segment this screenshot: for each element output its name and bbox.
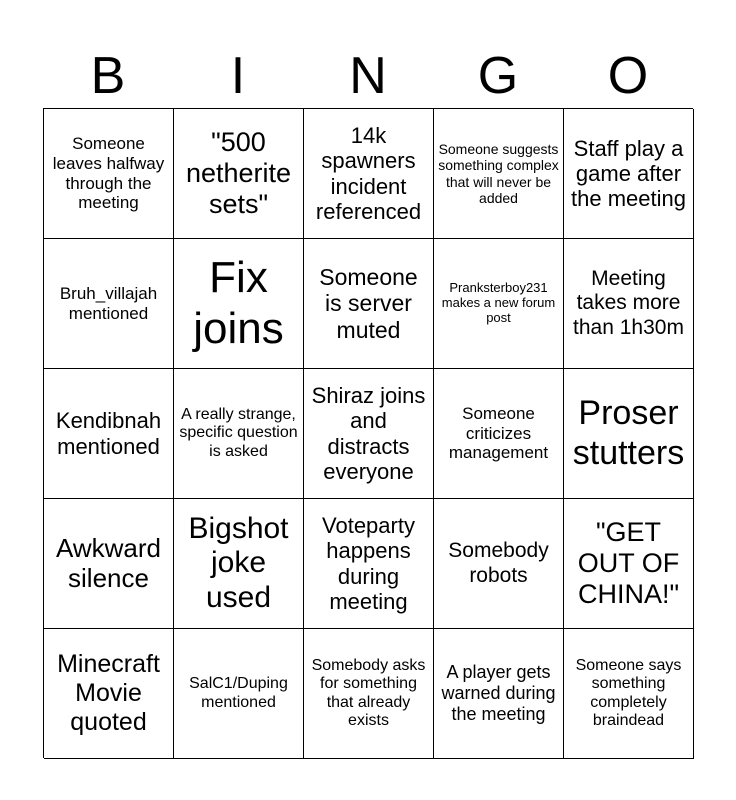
bingo-cell[interactable]: [174, 499, 304, 629]
bingo-cell[interactable]: [304, 629, 434, 759]
bingo-header: [43, 44, 693, 108]
bingo-cell[interactable]: [564, 369, 694, 499]
bingo-cell[interactable]: [174, 109, 304, 239]
cell-text: Fix joins: [193, 252, 284, 353]
cell-text: Bruh_villajah mentioned: [59, 283, 158, 323]
header-letter-i: I: [230, 47, 246, 105]
cell-text: A really strange, specific question is asked: [179, 405, 298, 460]
bingo-cell[interactable]: [174, 239, 304, 369]
bingo-cell[interactable]: [434, 499, 564, 629]
bingo-cell[interactable]: [304, 109, 434, 239]
bingo-cell[interactable]: [434, 369, 564, 499]
bingo-cell[interactable]: [564, 629, 694, 759]
bingo-cell[interactable]: [174, 629, 304, 759]
bingo-cell[interactable]: [174, 369, 304, 499]
bingo-cell[interactable]: [44, 369, 174, 499]
cell-text: Awkward silence: [55, 532, 161, 593]
bingo-cell[interactable]: [434, 109, 564, 239]
cell-text: Someone criticizes management: [448, 404, 549, 463]
bingo-cell[interactable]: [304, 499, 434, 629]
cell-text: "GET OUT OF CHINA!": [577, 516, 680, 610]
cell-text: Minecraft Movie quoted: [57, 650, 160, 736]
bingo-cell[interactable]: [564, 109, 694, 239]
cell-text: A player gets warned during the meeting: [441, 662, 556, 724]
cell-text: Pranksterboy231 makes a new forum post: [441, 280, 556, 325]
cell-text: "500 netherite sets": [185, 126, 292, 220]
cell-text: 14k spawners incident referenced: [315, 122, 422, 224]
bingo-cell[interactable]: [434, 629, 564, 759]
header-letter-b: B: [90, 47, 126, 105]
cell-text: Meeting takes more than 1h30m: [573, 267, 684, 339]
cell-text: Somebody robots: [448, 539, 549, 587]
bingo-board: [43, 108, 693, 758]
cell-text: Somebody asks for something that already exists: [311, 656, 426, 729]
header-letter-o: O: [607, 47, 649, 105]
cell-text: SalC1/Duping mentioned: [189, 675, 288, 711]
cell-text: Bigshot joke used: [188, 511, 289, 614]
cell-text: Kendibnah mentioned: [55, 408, 162, 459]
bingo-cell[interactable]: [304, 239, 434, 369]
bingo-cell[interactable]: [44, 499, 174, 629]
cell-text: Someone says something completely braindead: [575, 656, 682, 729]
cell-text: Someone leaves halfway through the meeting: [52, 134, 165, 213]
cell-text: Someone suggests something complex that will never be added: [438, 141, 559, 206]
cell-text: Staff play a game after the meeting: [571, 135, 686, 212]
bingo-cell[interactable]: [564, 499, 694, 629]
bingo-cell[interactable]: [434, 239, 564, 369]
header-letter-g: G: [477, 47, 519, 105]
cell-text: Voteparty happens during meeting: [322, 512, 415, 614]
bingo-cell[interactable]: [44, 629, 174, 759]
bingo-cell[interactable]: [44, 239, 174, 369]
bingo-cell[interactable]: [44, 109, 174, 239]
header-letter-n: N: [349, 47, 387, 105]
cell-text: Shiraz joins and distracts everyone: [311, 382, 426, 484]
bingo-cell[interactable]: [304, 369, 434, 499]
bingo-cell[interactable]: [564, 239, 694, 369]
cell-text: Proser stutters: [572, 394, 685, 472]
cell-text: Someone is server muted: [319, 263, 418, 343]
